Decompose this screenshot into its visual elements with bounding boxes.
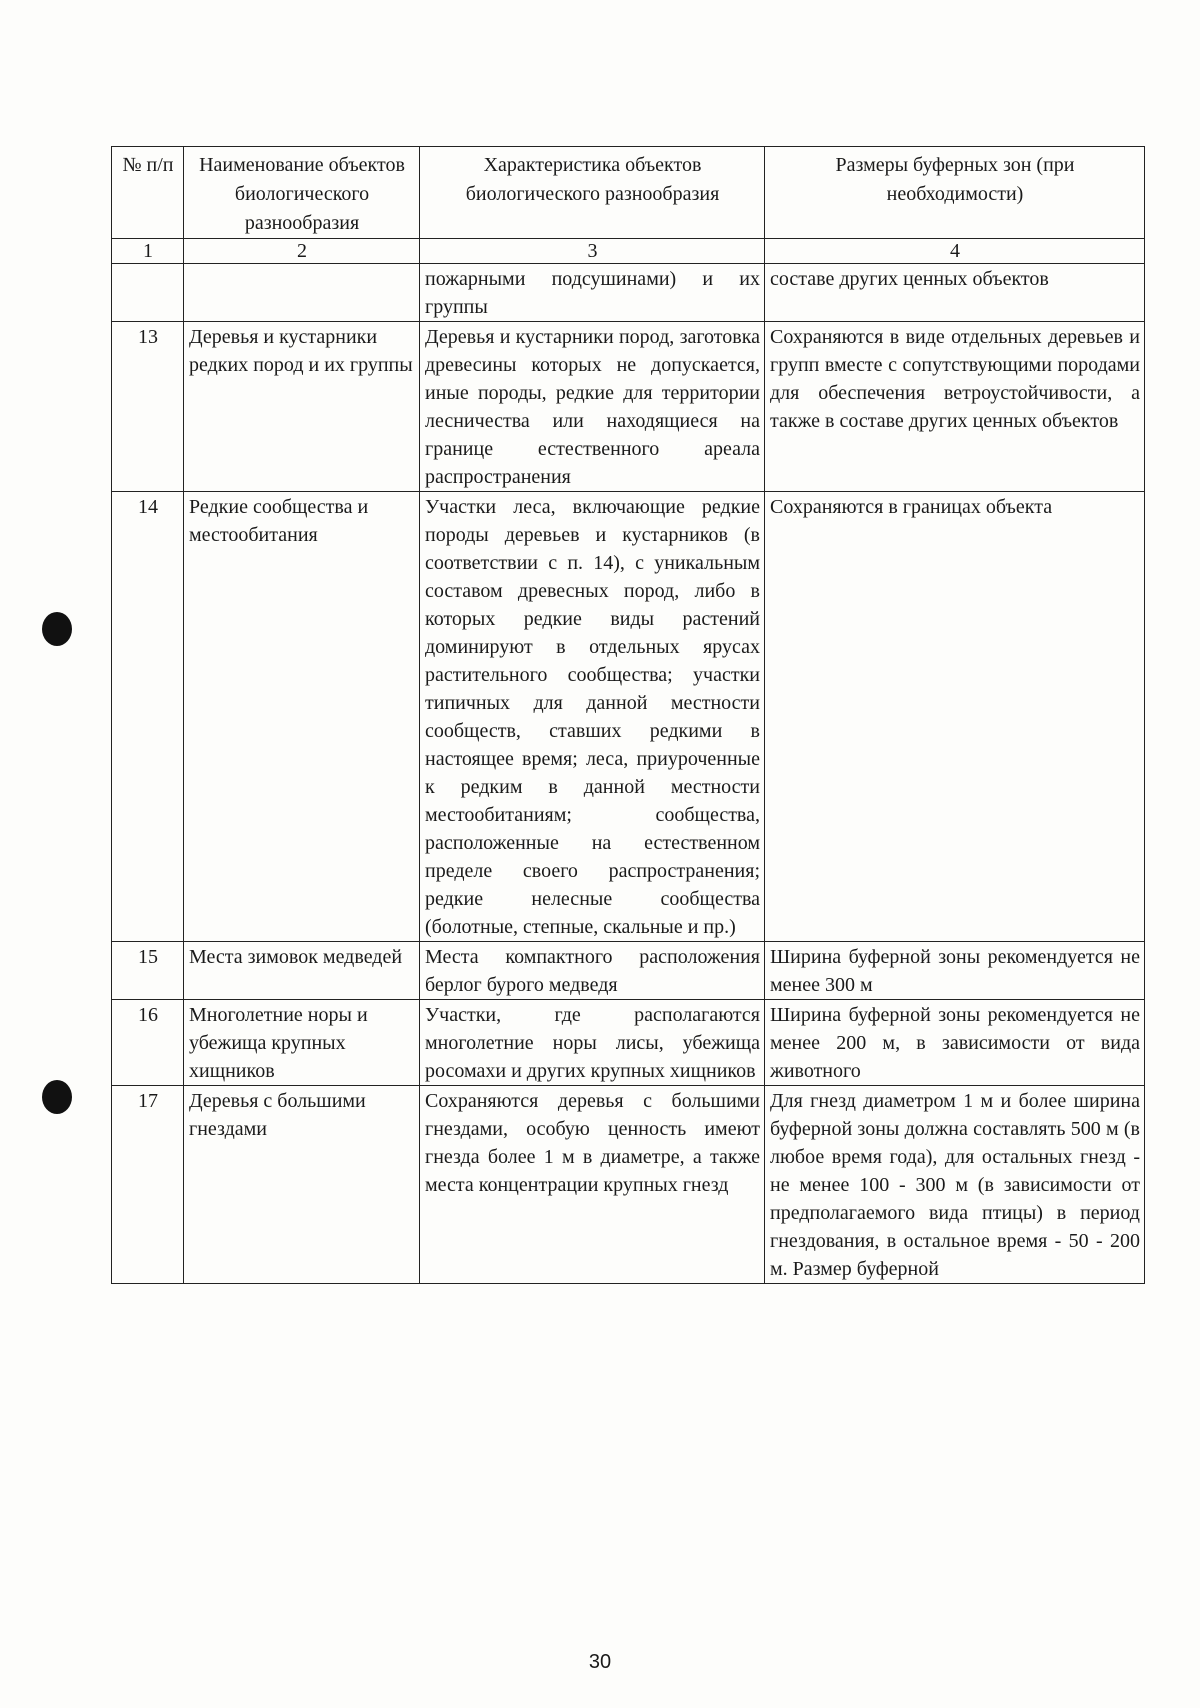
row-characteristic: пожарными подсушинами) и их группы bbox=[420, 264, 765, 322]
row-name: Места зимовок медведей bbox=[184, 942, 420, 1000]
row-num: 16 bbox=[112, 1000, 184, 1086]
header-characteristic: Характеристика объектов биологического разнообразия bbox=[420, 147, 765, 239]
row-characteristic: Сохраняются деревья с большими гнездами, особую ценность имеют гнезда более 1 м в диаметре, а также места концентрации крупных гнезд bbox=[420, 1086, 765, 1284]
column-number: 1 bbox=[112, 239, 184, 264]
header-name: Наименование объектов биологического разнообразия bbox=[184, 147, 420, 239]
row-name bbox=[184, 264, 420, 322]
row-characteristic: Участки леса, включающие редкие породы деревьев и кустарников (в соответствии с п. 14), с уникальным составом древесных пород, либо в которых редкие виды растений доминируют в отдельных ярусах растительного сообщества; участки типичных для данной местности сообществ, ставших редкими в настоящее время; леса, приуроченные к редким в данной местности местообитаниям; сообщества, расположенные на естественном пределе своего распространения; редкие нелесные сообщества (болотные, степные, скальные и пр.) bbox=[420, 492, 765, 942]
row-characteristic: Деревья и кустарники пород, заготовка древесины которых не допускается, иные породы, редкие для территории лесничества или находящиеся на границе естественного ареала распространения bbox=[420, 322, 765, 492]
row-num: 15 bbox=[112, 942, 184, 1000]
column-number: 3 bbox=[420, 239, 765, 264]
row-name: Деревья с большими гнездами bbox=[184, 1086, 420, 1284]
row-characteristic: Участки, где располагаются многолетние норы лисы, убежища росомахи и других крупных хищников bbox=[420, 1000, 765, 1086]
page-number: 30 bbox=[588, 1651, 612, 1673]
table-row bbox=[112, 492, 1145, 942]
row-num: 13 bbox=[112, 322, 184, 492]
row-num: 14 bbox=[112, 492, 184, 942]
column-number: 2 bbox=[184, 239, 420, 264]
row-num: 17 bbox=[112, 1086, 184, 1284]
column-number: 4 bbox=[765, 239, 1145, 264]
table-row bbox=[112, 1000, 1145, 1086]
table-row bbox=[112, 264, 1145, 322]
binder-hole-bottom bbox=[42, 1080, 72, 1114]
table-row bbox=[112, 942, 1145, 1000]
header-buffer: Размеры буферных зон (при необходимости) bbox=[765, 147, 1145, 239]
row-buffer: Для гнезд диаметром 1 м и более ширина буферной зоны должна составлять 500 м (в любое время года), для остальных гнезд - не менее 100 - 300 м (в зависимости от предполагаемого вида птицы) в период гнездования, в остальное время - 50 - 200 м. Размер буферной bbox=[765, 1086, 1145, 1284]
row-buffer: Ширина буферной зоны рекомендуется не менее 300 м bbox=[765, 942, 1145, 1000]
column-number-row bbox=[112, 239, 1145, 264]
row-characteristic: Места компактного расположения берлог бурого медведя bbox=[420, 942, 765, 1000]
row-buffer: составе других ценных объектов bbox=[765, 264, 1145, 322]
table-header-row bbox=[112, 147, 1145, 239]
binder-hole-top bbox=[42, 612, 72, 646]
table-row bbox=[112, 1086, 1145, 1284]
row-buffer: Ширина буферной зоны рекомендуется не менее 200 м, в зависимости от вида животного bbox=[765, 1000, 1145, 1086]
row-buffer: Сохраняются в границах объекта bbox=[765, 492, 1145, 942]
row-buffer: Сохраняются в виде отдельных деревьев и групп вместе с сопутствующими породами для обеспечения ветроустойчивости, а также в составе других ценных объектов bbox=[765, 322, 1145, 492]
row-name: Многолетние норы и убежища крупных хищников bbox=[184, 1000, 420, 1086]
biodiversity-table bbox=[111, 146, 1145, 1284]
row-name: Редкие сообщества и местообитания bbox=[184, 492, 420, 942]
table-row bbox=[112, 322, 1145, 492]
header-num: № п/п bbox=[112, 147, 184, 239]
row-name: Деревья и кустарники редких пород и их группы bbox=[184, 322, 420, 492]
row-num bbox=[112, 264, 184, 322]
